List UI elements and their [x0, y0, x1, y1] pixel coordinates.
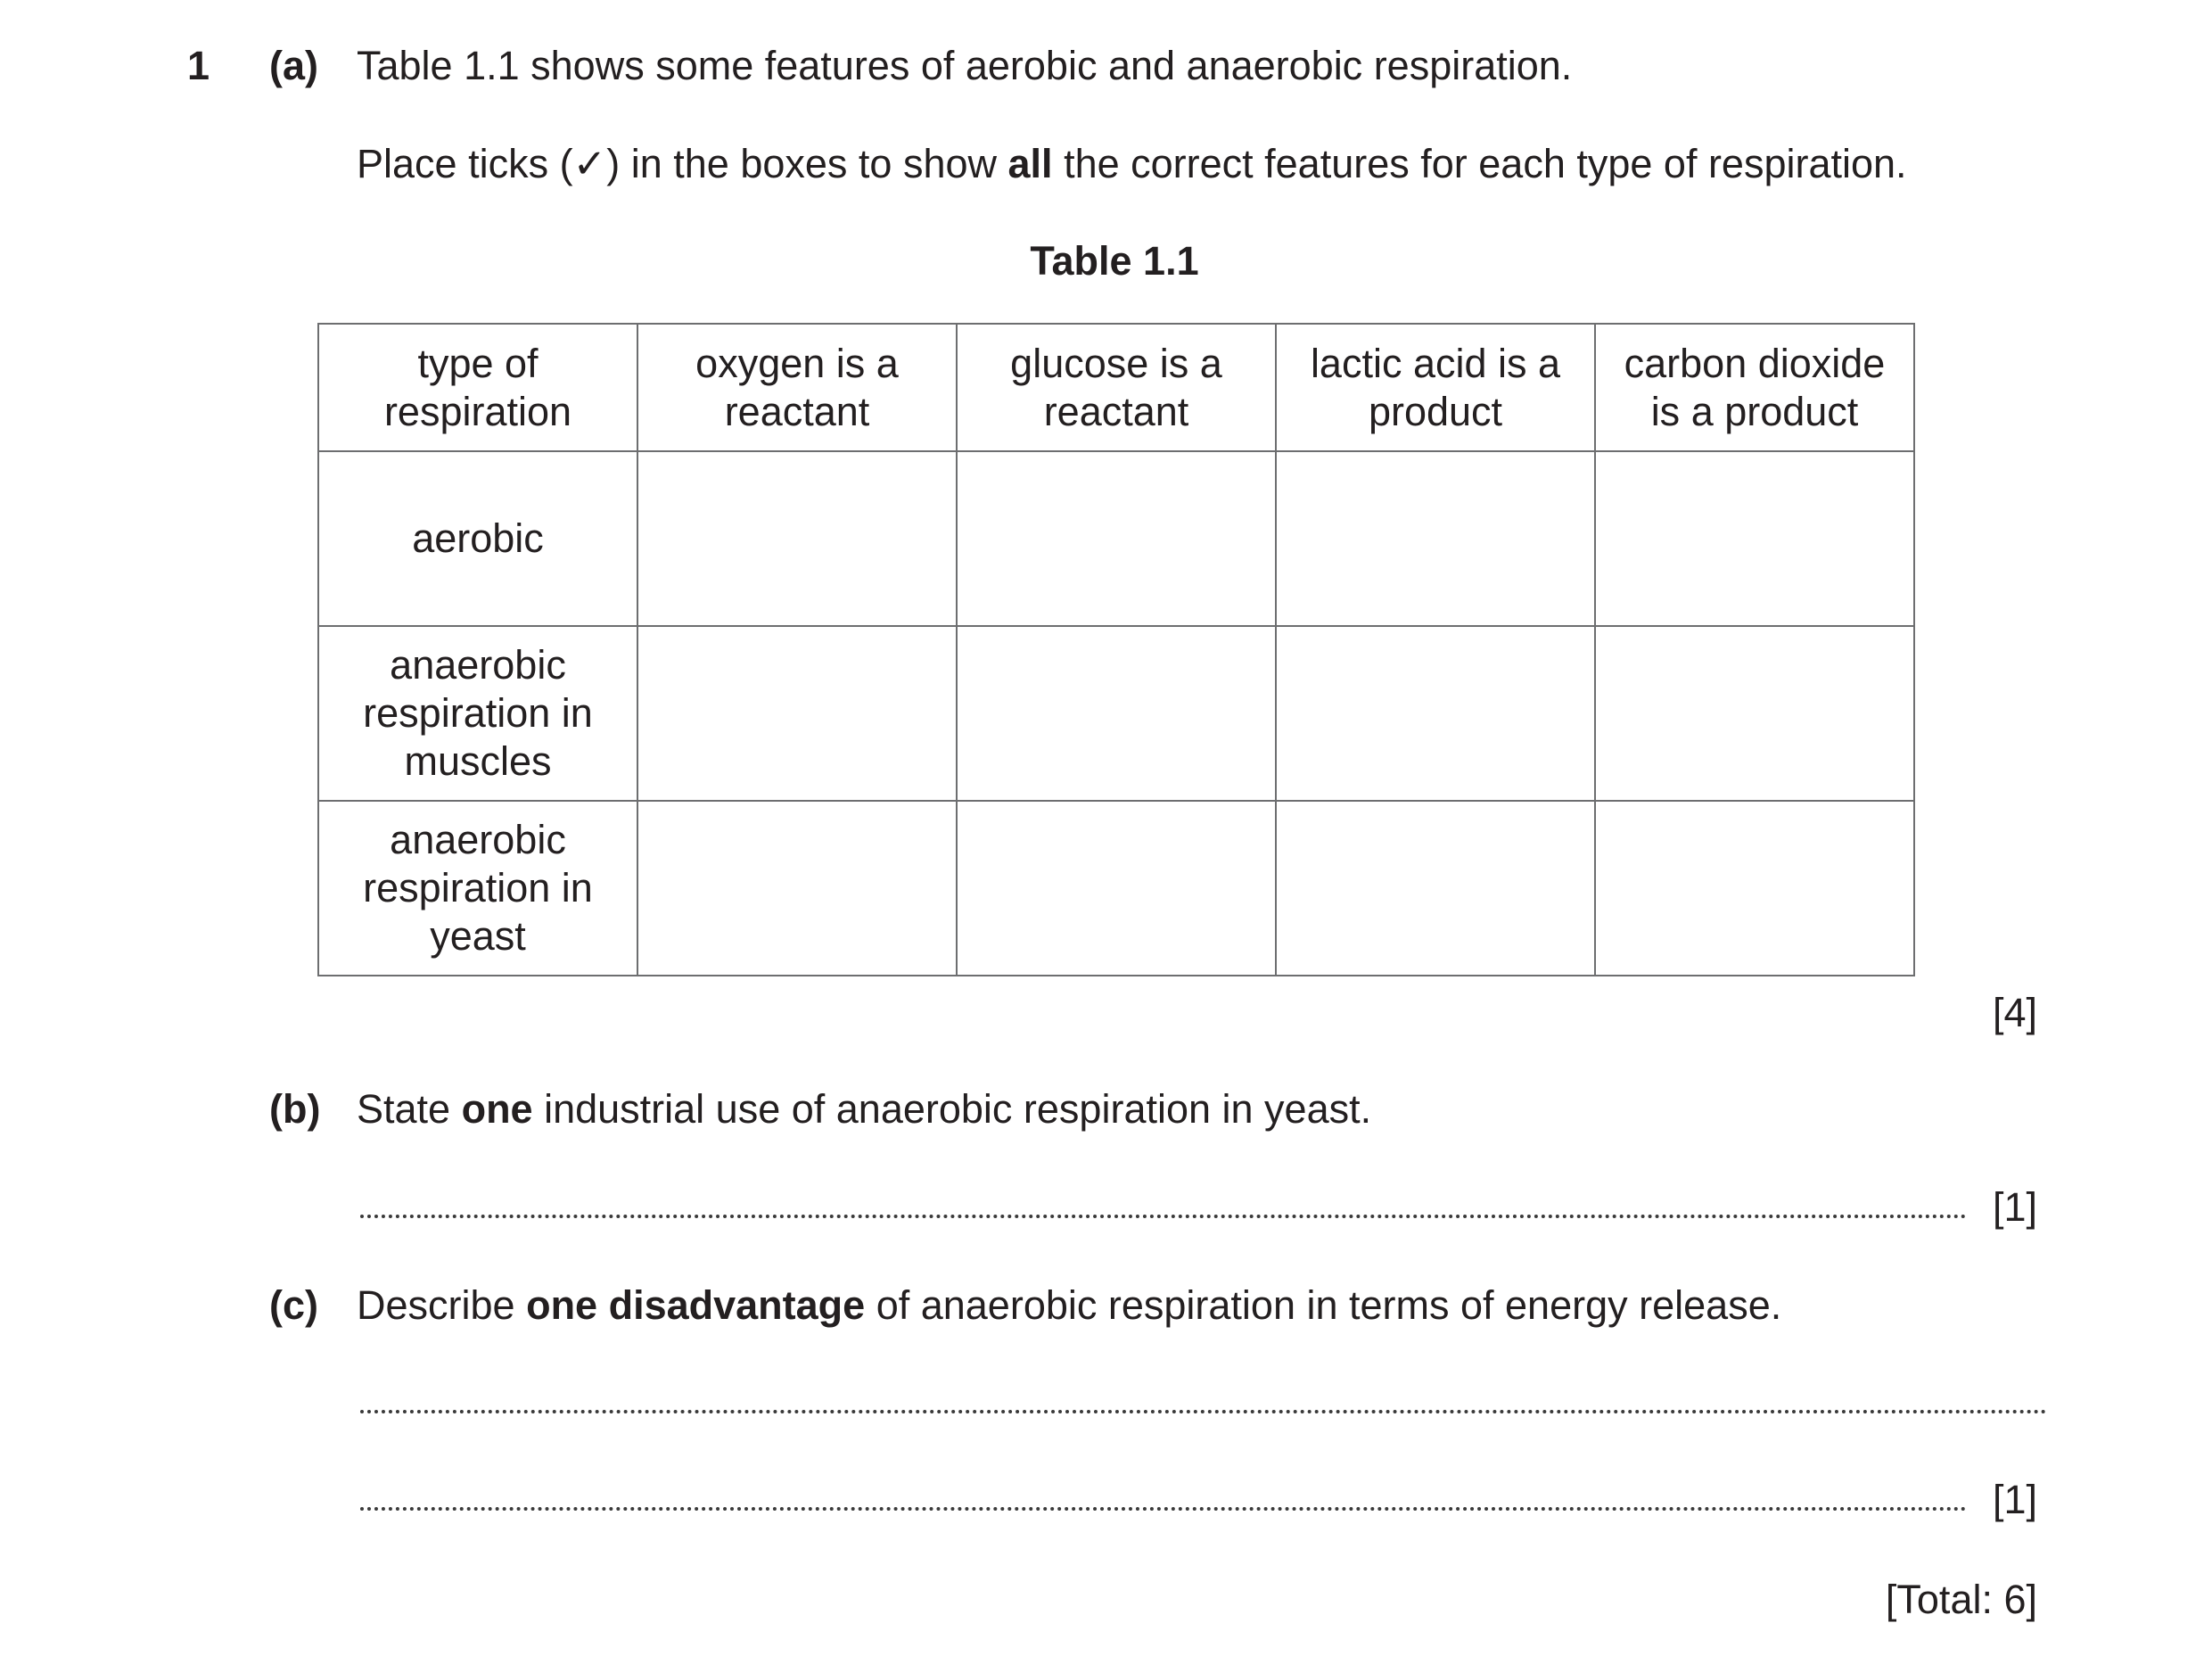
- tick-box[interactable]: [1595, 451, 1914, 626]
- instruction-bold: all: [1007, 141, 1053, 186]
- part-a-label: (a): [269, 43, 318, 88]
- tick-box[interactable]: [1276, 451, 1595, 626]
- part-c-text: Describe one disadvantage of anaerobic respiration in terms of energy release.: [357, 1282, 1782, 1328]
- row-label-anaerobic-muscles: anaerobic respiration in muscles: [318, 626, 637, 801]
- total-marks: [Total: 6]: [1885, 1577, 2037, 1622]
- header-carbon-dioxide-product: carbon dioxide is a product: [1595, 324, 1914, 451]
- header-glucose-reactant: glucose is a reactant: [957, 324, 1276, 451]
- tick-box[interactable]: [1276, 626, 1595, 801]
- instruction-pre: Place ticks (✓) in the boxes to show: [357, 141, 1008, 186]
- tick-box[interactable]: [637, 626, 957, 801]
- respiration-table: [317, 323, 1915, 976]
- tick-box[interactable]: [1595, 626, 1914, 801]
- answer-line-b[interactable]: [360, 1215, 1967, 1218]
- table-row-aerobic: [318, 451, 1914, 626]
- header-oxygen-reactant: oxygen is a reactant: [637, 324, 957, 451]
- answer-line-c-1[interactable]: [360, 1410, 2047, 1413]
- part-a-marks: [4]: [1992, 990, 2037, 1035]
- question-number: 1: [187, 43, 210, 88]
- part-c-marks: [1]: [1992, 1477, 2037, 1522]
- part-a-instruction: [357, 140, 1907, 187]
- part-b-marks: [1]: [1992, 1184, 2037, 1230]
- table-row-anaerobic-yeast: [318, 801, 1914, 976]
- header-lactic-acid-product: lactic acid is a product: [1276, 324, 1595, 451]
- tick-box[interactable]: [637, 451, 957, 626]
- tick-box[interactable]: [1276, 801, 1595, 976]
- part-a-intro: Table 1.1 shows some features of aerobic and anaerobic respiration.: [357, 43, 1573, 88]
- part-c-label: (c): [269, 1282, 318, 1328]
- tick-box[interactable]: [637, 801, 957, 976]
- table-title: Table 1.1: [1030, 238, 1199, 284]
- tick-box[interactable]: [957, 451, 1276, 626]
- tick-box[interactable]: [957, 801, 1276, 976]
- row-label-anaerobic-yeast: anaerobic respiration in yeast: [318, 801, 637, 976]
- part-b-text: State one industrial use of anaerobic respiration in yeast.: [357, 1086, 1372, 1132]
- tick-box[interactable]: [1595, 801, 1914, 976]
- tick-box[interactable]: [957, 626, 1276, 801]
- table-row-anaerobic-muscles: [318, 626, 1914, 801]
- instruction-post: the correct features for each type of respiration.: [1052, 141, 1907, 186]
- part-b-label: (b): [269, 1086, 321, 1132]
- table-header-row: [318, 324, 1914, 451]
- header-type-of-respiration: type of respiration: [318, 324, 637, 451]
- answer-line-c-2[interactable]: [360, 1507, 1967, 1511]
- row-label-aerobic: aerobic: [318, 451, 637, 626]
